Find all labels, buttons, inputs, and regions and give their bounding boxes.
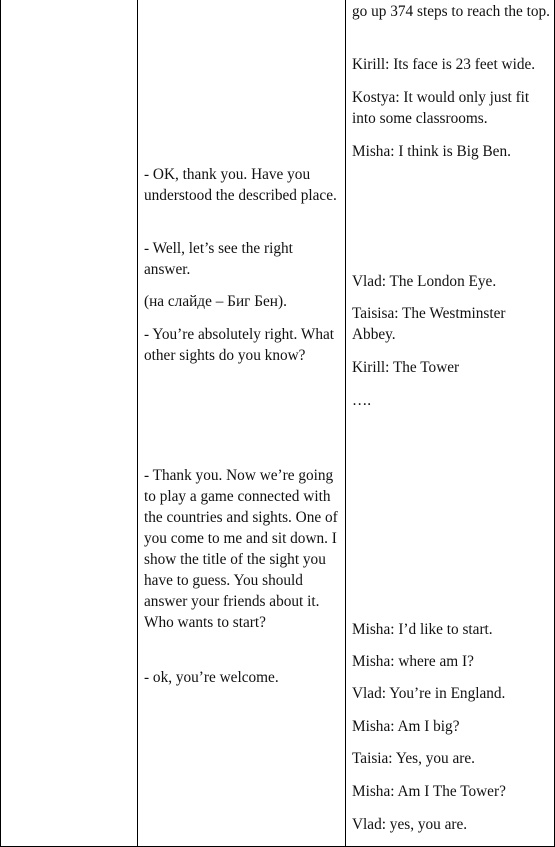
teacher-line: - OK, thank you. Have you understood the described place. xyxy=(144,166,337,204)
student-line: Misha: I think is Big Ben. xyxy=(352,143,511,160)
student-line: Vlad: The London Eye. xyxy=(352,273,497,290)
student-line: Kostya: It would only just fit into some classrooms. xyxy=(352,89,530,127)
column-divider-1 xyxy=(137,0,138,847)
student-line: Kirill: The Tower xyxy=(352,359,460,376)
student-line: Vlad: You’re in England. xyxy=(352,685,506,702)
student-line: Misha: I’d like to start. xyxy=(352,621,493,638)
teacher-line: - Thank you. Now we’re going to play a game connected with the countries and sights. One of you come to me and sit down. I show the title of the sight you have to guess. You should answer your friends about it. Who wants to start? xyxy=(144,467,338,631)
student-line: Misha: Am I big? xyxy=(352,718,460,735)
student-line: Misha: Am I The Tower? xyxy=(352,783,506,800)
student-line: …. xyxy=(352,392,372,409)
teacher-line: (на слайде – Биг Бен). xyxy=(144,293,287,310)
column-divider-2 xyxy=(345,0,346,847)
student-line: Misha: where am I? xyxy=(352,653,474,670)
student-line: Taisisa: The Westminster Abbey. xyxy=(352,305,506,343)
student-line: Taisia: Yes, you are. xyxy=(352,750,475,767)
table-border-left xyxy=(0,0,1,847)
teacher-line: - Well, let’s see the right answer. xyxy=(144,240,293,278)
student-line: go up 374 steps to reach the top. xyxy=(352,3,550,20)
student-line: Vlad: yes, you are. xyxy=(352,816,468,833)
student-line: Kirill: Its face is 23 feet wide. xyxy=(352,56,536,73)
teacher-line: - ok, you’re welcome. xyxy=(144,669,279,686)
teacher-line: - You’re absolutely right. What other sights do you know? xyxy=(144,326,335,364)
